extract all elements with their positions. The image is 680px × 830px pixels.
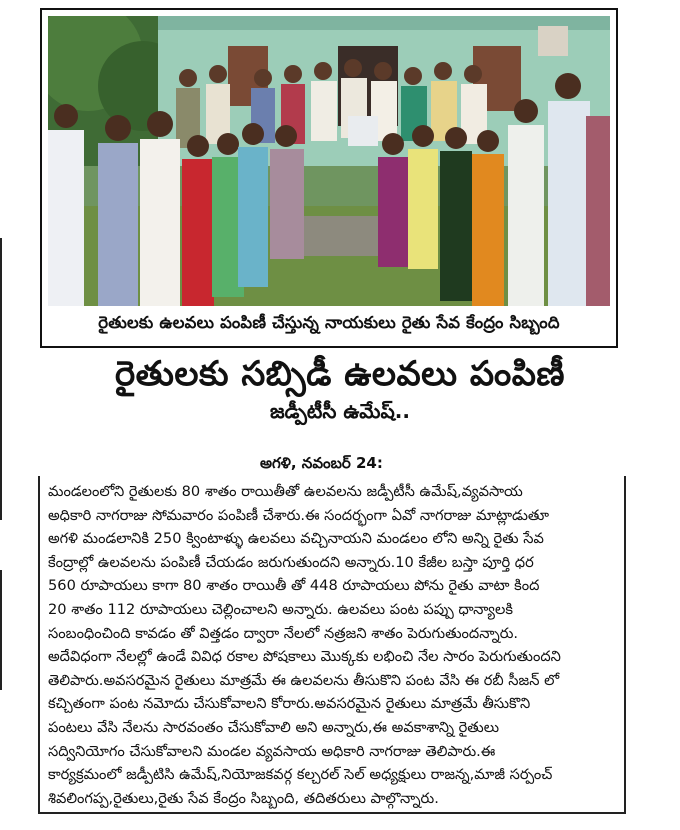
- article-body-line: శివలింగప్ప,రైతులు,రైతు సేవ కేంద్రం సిబ్బంది, తదితరులు పాల్గొన్నారు.: [48, 789, 439, 807]
- article-body-line: 560 రూపాయలు కాగా 80 శాతం రాయితీ తో 448 రూపాయలు పోను రైతు వాటా కింద: [48, 577, 540, 595]
- article-body-line: పంటలు వేసి నేలను సారవంతం చేసుకోవాలి అని అన్నారు,ఈ అవకాశాన్ని రైతులు: [48, 718, 500, 736]
- article-subheadline: జడ్పీటీసీ ఉమేష్..: [270, 399, 410, 423]
- article-body-line: కేంద్రాల్లో ఉలవలను పంపిణీ చేయడం జరుగుతుందని అన్నారు.10 కేజీల బస్తా పూర్తి ధర: [48, 553, 534, 571]
- article-dateline: అగళి, నవంబర్ 24:: [260, 454, 383, 472]
- article-body-line: కార్యక్రమంలో జడ్పీటిసి ఉమేష్,నియోజకవర్గ కల్చరల్ సెల్ అధ్యక్షులు రాజన్న,మాజీ సర్పంచ్: [48, 766, 553, 784]
- article-body-line: కచ్చితంగా పంట నమోదు చేసుకోవాలని కోరారు.అవసరమైన రైతులు మాత్రమే తీసుకొని: [48, 695, 531, 713]
- news-photo-frame: [40, 8, 618, 348]
- article-body-line: తెలిపారు.అవసరమైన రైతులు మాత్రమే ఈ ఉలవలను తీసుకొని పంట వేసి ఈ రబీ సీజన్ లో: [48, 671, 560, 689]
- left-column-rule: [0, 570, 2, 690]
- article-body-line: సంబంధించింది కావడం తో విత్తడం ద్వారా నేలలో నత్రజని శాతం పెరుగుతుందన్నారు.: [48, 624, 519, 642]
- article-headline: రైతులకు సబ్సిడీ ఉలవలు పంపిణీ: [114, 354, 565, 394]
- article-body-line: అగళి మండలానికి 250 క్వింటాళ్ళు ఉలవలు వచ్చినాయని మండలం లోని అన్ని రైతు సేవ: [48, 530, 544, 548]
- article-body-line: అధికారి నాగరాజు సోమవారం పంపిణీ చేశారు.ఈ సందర్భంగా ఏవో నాగరాజు మాట్లాడుతూ: [48, 506, 549, 524]
- article-body: [38, 476, 626, 814]
- news-photo: [48, 16, 610, 306]
- article-body-line: అదేవిధంగా నేలల్లో ఉండే వివిధ రకాల పోషకాలు మొక్కకు లభించి నేల సారం పెరుగుతుందని: [48, 648, 561, 666]
- article-body-line: మండలంలోని రైతులకు 80 శాతం రాయితీతో ఉలవలను జడ్పీటీసీ ఉమేష్,వ్యవసాయ: [48, 483, 523, 500]
- photo-caption: రైతులకు ఉలవలు పంపిణీ చేస్తున్న నాయకులు రైతు సేవ కేంద్రం సిబ్బంది: [98, 312, 560, 332]
- article-body-line: 20 శాతం 112 రూపాయలు చెల్లించాలని అన్నారు. ఉలవలు పంట పప్పు ధాన్యాలకి: [48, 600, 513, 618]
- article-body-line: సద్వినియోగం చేసుకోవాలని మండల వ్యవసాయ అధికారి నాగరాజు తెలిపారు.ఈ: [48, 742, 496, 760]
